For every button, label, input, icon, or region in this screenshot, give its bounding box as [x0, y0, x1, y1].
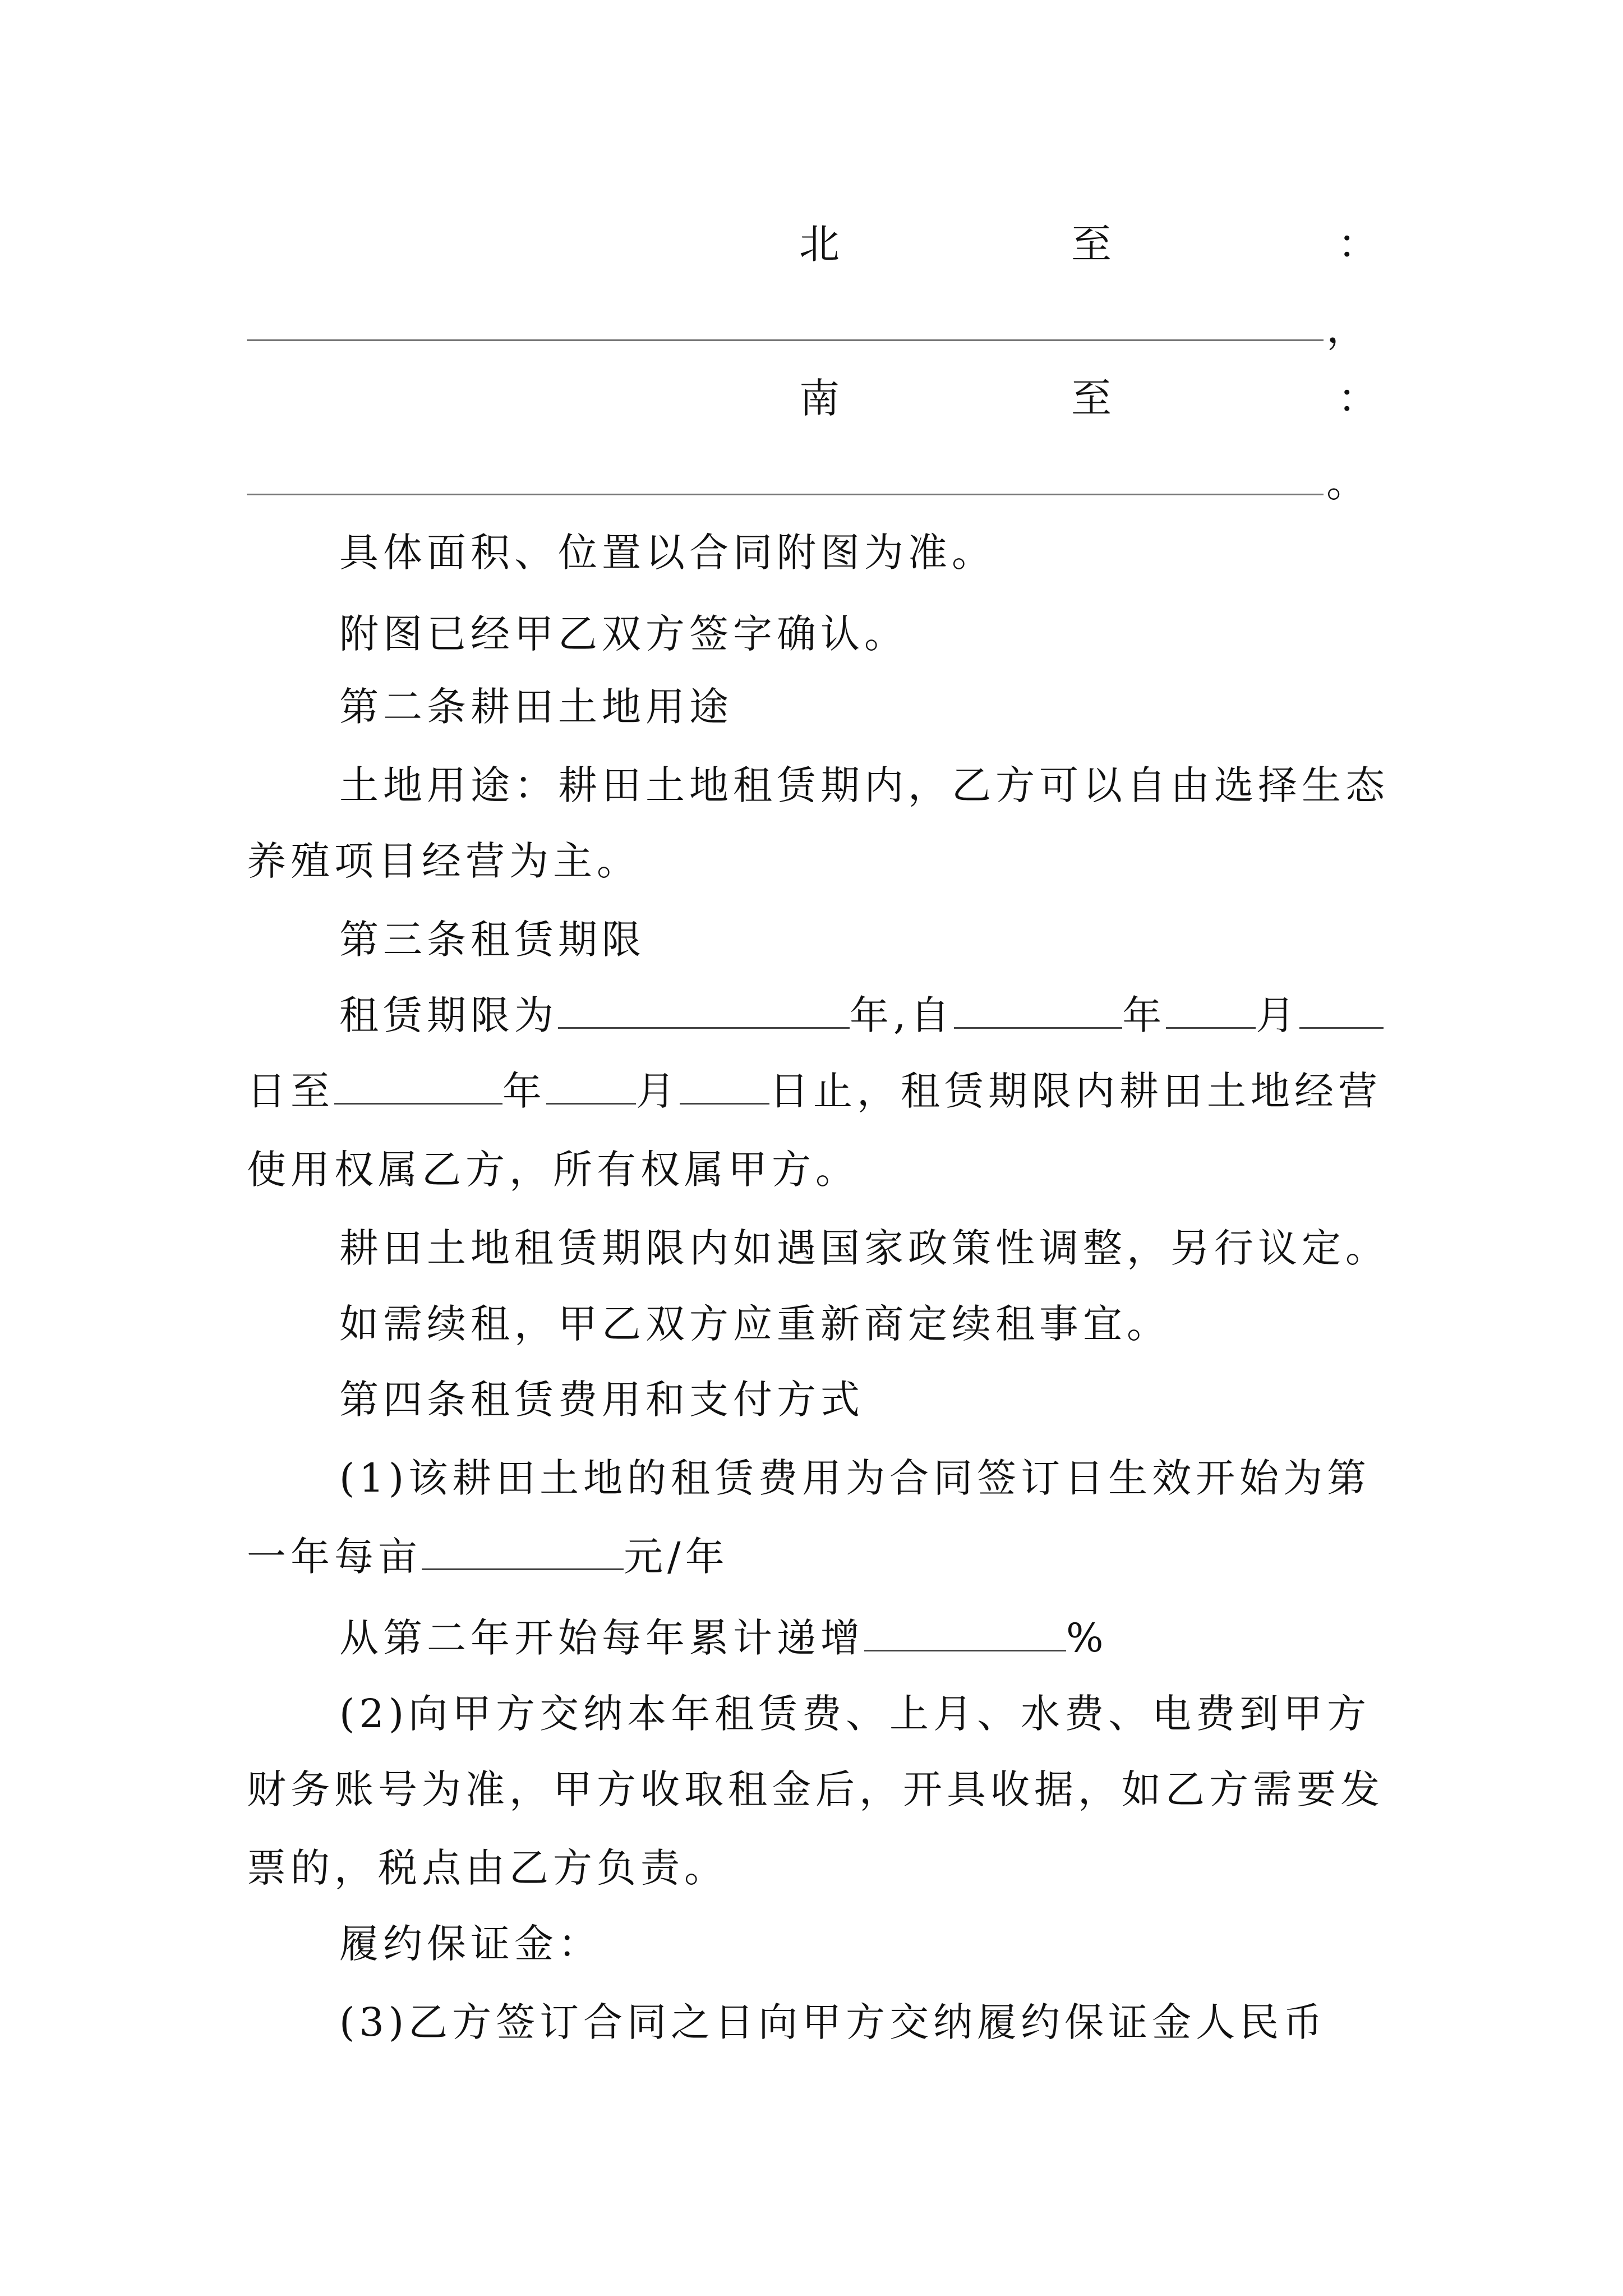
- increase-line: [339, 1613, 1108, 1663]
- lease-term-line: [247, 1066, 1382, 1116]
- end-month-blank[interactable]: [546, 1068, 636, 1105]
- south-period: 。: [1326, 459, 1367, 506]
- section-heading: 第四条租赁费用和支付方式: [339, 1377, 864, 1423]
- text-line: 使用权属乙方，所有权属甲方。: [247, 1147, 859, 1193]
- text-line: (3)乙方签订合同之日向甲方交纳履约保证金人民币: [339, 1999, 1327, 2045]
- north-label: 北: [799, 220, 840, 268]
- section-heading: 第二条耕田土地用途: [339, 684, 733, 730]
- text-line: 财务账号为准，甲方收取租金后，开具收据，如乙方需要发: [247, 1766, 1384, 1812]
- south-label: 南: [799, 375, 840, 422]
- text-segment: 年: [502, 1068, 546, 1114]
- text-segment: 年: [1122, 992, 1166, 1038]
- north-to-label: 至: [1071, 220, 1112, 268]
- text-segment: 年,自: [850, 992, 955, 1038]
- text-segment: 日止，租赁期限内耕田土地经营: [769, 1068, 1382, 1114]
- text-segment: %: [1066, 1615, 1108, 1661]
- text-line: 具体面积、位置以合同附图为准。: [339, 530, 995, 576]
- north-fill-line: [247, 339, 1324, 341]
- lease-term-line: [339, 990, 1384, 1041]
- south-to-label: 至: [1071, 375, 1112, 422]
- years-blank[interactable]: [558, 992, 850, 1029]
- south-colon: ：: [1338, 375, 1378, 422]
- text-line: 履约保证金：: [339, 1921, 602, 1967]
- end-day-blank[interactable]: [680, 1068, 769, 1105]
- text-line: 养殖项目经营为主。: [247, 838, 640, 884]
- south-fill-line: [247, 494, 1324, 495]
- start-year-blank[interactable]: [954, 992, 1122, 1029]
- start-month-blank[interactable]: [1166, 992, 1256, 1029]
- text-segment: 一年每亩: [247, 1534, 422, 1580]
- text-segment: 从第二年开始每年累计递增: [339, 1615, 864, 1661]
- north-comma: ，: [1326, 305, 1367, 352]
- text-line: 票的，税点由乙方负责。: [247, 1845, 728, 1891]
- rent-per-mu-blank[interactable]: [422, 1534, 624, 1570]
- end-year-blank[interactable]: [334, 1068, 502, 1105]
- text-segment: 月: [1256, 992, 1300, 1038]
- text-segment: 元/年: [624, 1534, 729, 1580]
- text-segment: 月: [636, 1068, 680, 1114]
- start-day-blank[interactable]: [1299, 992, 1384, 1029]
- increase-percent-blank[interactable]: [864, 1615, 1066, 1651]
- section-heading: 第三条租赁期限: [339, 917, 645, 963]
- text-line: 如需续租，甲乙双方应重新商定续租事宜。: [339, 1301, 1170, 1347]
- text-line: 附图已经甲乙双方签字确认。: [339, 611, 908, 657]
- text-line: (2)向甲方交纳本年租赁费、上月、水费、电费到甲方: [339, 1691, 1371, 1737]
- text-segment: 日至: [247, 1068, 334, 1114]
- north-colon: ：: [1338, 220, 1378, 268]
- text-line: 土地用途：耕田土地租赁期内，乙方可以自由选择生态: [339, 762, 1389, 808]
- text-line: (1)该耕田土地的租赁费用为合同签订日生效开始为第: [339, 1455, 1371, 1501]
- text-segment: 租赁期限为: [339, 992, 558, 1038]
- rent-line: [247, 1531, 729, 1582]
- text-line: 耕田土地租赁期限内如遇国家政策性调整，另行议定。: [339, 1225, 1389, 1271]
